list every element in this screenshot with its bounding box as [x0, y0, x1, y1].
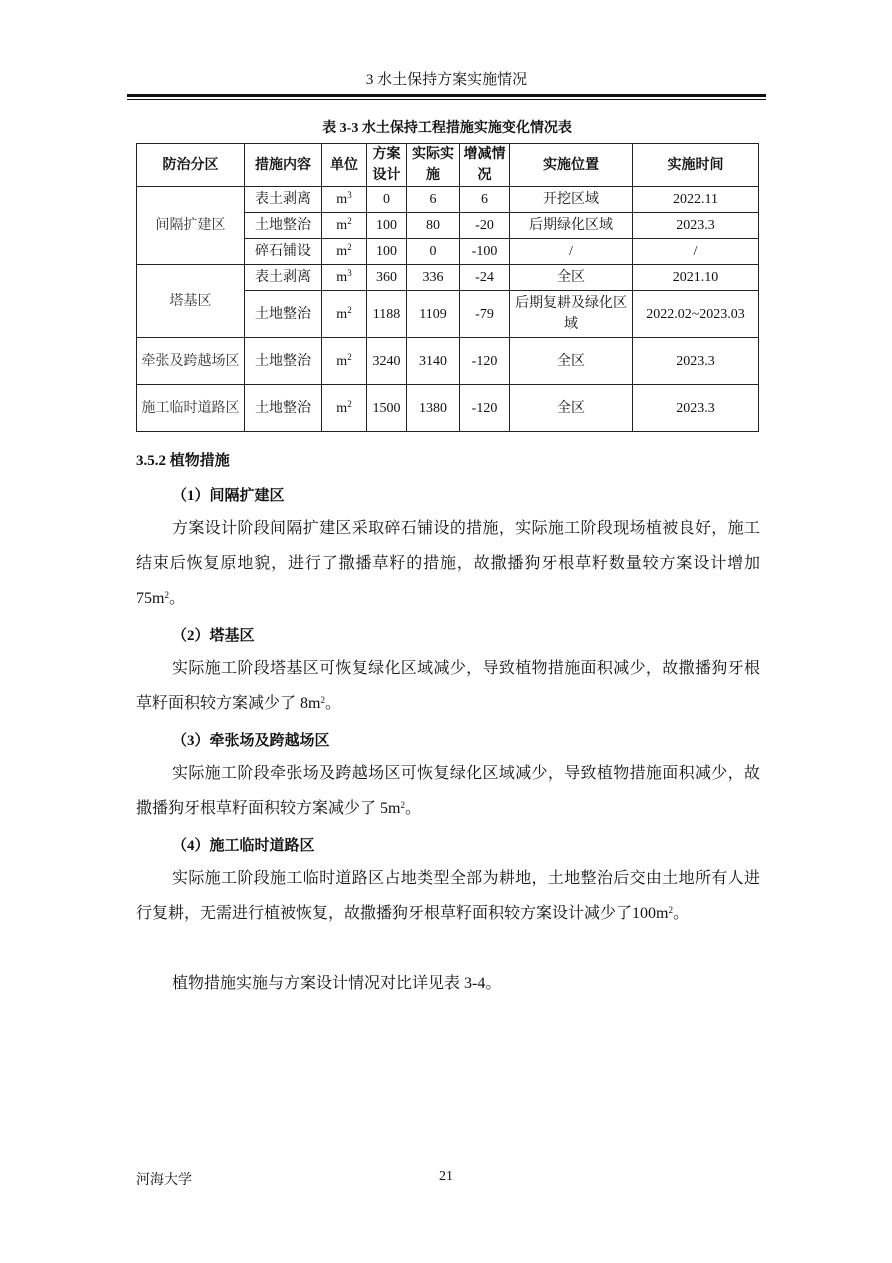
paragraph-3-end: 。: [404, 800, 421, 817]
page-header: 3 水土保持方案实施情况: [365, 72, 528, 88]
change-cell: -20: [460, 213, 510, 239]
location-cell: 全区: [510, 385, 633, 432]
unit-cell: [322, 265, 367, 291]
paragraph-1-text: 方案设计阶段间隔扩建区采取碎石铺设的措施，实际施工阶段现场植被良好，施工结束后恢复原地貌，进行了撒播草籽的措施，故撒播狗牙根草籽数量较方案设计增加 75m: [136, 520, 760, 607]
zone-cell: 间隔扩建区: [137, 187, 245, 265]
zone-cell: 施工临时道路区: [137, 385, 245, 432]
subheading-4: （4）施工临时道路区: [172, 838, 315, 854]
unit-cell: [322, 291, 367, 338]
unit-cell: [322, 239, 367, 265]
paragraph-2-text: 实际施工阶段塔基区可恢复绿化区域减少，导致植物措施面积减少，故撒播狗牙根草籽面积较方案减少了 8m: [136, 660, 760, 712]
unit-base: m: [336, 192, 348, 207]
design-cell: 0: [367, 187, 407, 213]
change-cell: -100: [460, 239, 510, 265]
change-cell: -79: [460, 291, 510, 338]
design-cell: 1188: [367, 291, 407, 338]
unit-exponent: 2: [347, 304, 352, 315]
zone-cell: 牵张及跨越场区: [137, 338, 245, 385]
col-header-actual: 实际实施: [407, 144, 460, 187]
time-cell: 2022.02~2023.03: [633, 291, 759, 338]
col-header-time: 实施时间: [633, 144, 759, 187]
paragraph-1-end: 。: [168, 590, 185, 607]
subheading-3: （3）牵张场及跨越场区: [172, 733, 330, 749]
location-cell: 开挖区域: [510, 187, 633, 213]
unit-base: m: [336, 353, 348, 369]
unit-cell: [322, 213, 367, 239]
unit-cell: [322, 338, 367, 385]
paragraph-2-exp: 2: [320, 695, 325, 705]
paragraph-3: [136, 756, 760, 826]
col-header-location: 实施位置: [510, 144, 633, 187]
paragraph-1-exp: 2: [164, 590, 169, 600]
location-cell: 后期绿化区域: [510, 213, 633, 239]
col-header-zone: 防治分区: [137, 144, 245, 187]
paragraph-4-text: 实际施工阶段施工临时道路区占地类型全部为耕地，土地整治后交由土地所有人进行复耕，无需进行植被恢复，故撒播狗牙根草籽面积较方案设计减少了100m: [136, 870, 760, 922]
design-cell: 100: [367, 213, 407, 239]
measures-table: [136, 143, 759, 432]
time-cell: 2023.3: [633, 213, 759, 239]
unit-exponent: 2: [347, 351, 352, 362]
actual-cell: 6: [407, 187, 460, 213]
actual-cell: 3140: [407, 338, 460, 385]
change-cell: 6: [460, 187, 510, 213]
unit-exponent: 3: [347, 268, 352, 278]
paragraph-3-text: 实际施工阶段牵张场及跨越场区可恢复绿化区域减少，导致植物措施面积减少，故撒播狗牙根草籽面积较方案减少了 5m: [136, 765, 760, 817]
header-rule-thick: [127, 94, 766, 97]
table-row: [137, 338, 759, 385]
time-cell: 2022.11: [633, 187, 759, 213]
table-row: [137, 265, 759, 291]
measure-cell: 土地整治: [245, 291, 322, 338]
measure-cell: 土地整治: [245, 338, 322, 385]
unit-base: m: [336, 244, 348, 259]
table-caption: 表 3-3 水土保持工程措施实施变化情况表: [322, 121, 572, 136]
design-cell: 3240: [367, 338, 407, 385]
unit-exponent: 3: [347, 190, 352, 200]
table-row: [137, 385, 759, 432]
actual-cell: 0: [407, 239, 460, 265]
paragraph-5: 植物措施实施与方案设计情况对比详见表 3-4。: [172, 975, 502, 992]
measure-cell: 表土剥离: [245, 265, 322, 291]
table-row: [137, 187, 759, 213]
subheading-1: （1）间隔扩建区: [172, 488, 285, 504]
time-cell: /: [633, 239, 759, 265]
paragraph-2-end: 。: [324, 695, 341, 712]
location-cell: 全区: [510, 338, 633, 385]
paragraph-4: [136, 861, 760, 931]
measure-cell: 土地整治: [245, 213, 322, 239]
zone-cell: 塔基区: [137, 265, 245, 338]
time-cell: 2023.3: [633, 338, 759, 385]
col-header-measure: 措施内容: [245, 144, 322, 187]
header-rule-thin: [127, 99, 766, 100]
actual-cell: 1109: [407, 291, 460, 338]
actual-cell: 80: [407, 213, 460, 239]
section-heading: 3.5.2 植物措施: [136, 453, 230, 469]
footer-school: 河海大学: [136, 1173, 192, 1188]
design-cell: 100: [367, 239, 407, 265]
col-header-unit: 单位: [322, 144, 367, 187]
paragraph-1: [136, 511, 760, 616]
measure-cell: 碎石铺设: [245, 239, 322, 265]
unit-base: m: [336, 306, 348, 322]
paragraph-2: [136, 651, 760, 721]
location-cell: 全区: [510, 265, 633, 291]
unit-exponent: 2: [347, 398, 352, 409]
design-cell: 1500: [367, 385, 407, 432]
location-cell: /: [510, 239, 633, 265]
measure-cell: 土地整治: [245, 385, 322, 432]
unit-exponent: 2: [347, 242, 352, 252]
location-cell: 后期复耕及绿化区域: [510, 291, 633, 338]
paragraph-3-exp: 2: [400, 800, 405, 810]
measure-cell: 表土剥离: [245, 187, 322, 213]
change-cell: -120: [460, 385, 510, 432]
time-cell: 2021.10: [633, 265, 759, 291]
actual-cell: 336: [407, 265, 460, 291]
unit-exponent: 2: [347, 216, 352, 226]
paragraph-4-exp: 2: [668, 905, 673, 915]
table-header-row: [137, 144, 759, 187]
time-cell: 2023.3: [633, 385, 759, 432]
page-number: 21: [439, 1169, 453, 1184]
col-header-change: 增减情况: [460, 144, 510, 187]
col-header-design: 方案设计: [367, 144, 407, 187]
unit-cell: [322, 385, 367, 432]
change-cell: -24: [460, 265, 510, 291]
paragraph-4-end: 。: [672, 905, 689, 922]
design-cell: 360: [367, 265, 407, 291]
subheading-2: （2）塔基区: [172, 628, 255, 644]
actual-cell: 1380: [407, 385, 460, 432]
unit-base: m: [336, 400, 348, 416]
unit-cell: [322, 187, 367, 213]
unit-base: m: [336, 270, 348, 285]
change-cell: -120: [460, 338, 510, 385]
unit-base: m: [336, 218, 348, 233]
